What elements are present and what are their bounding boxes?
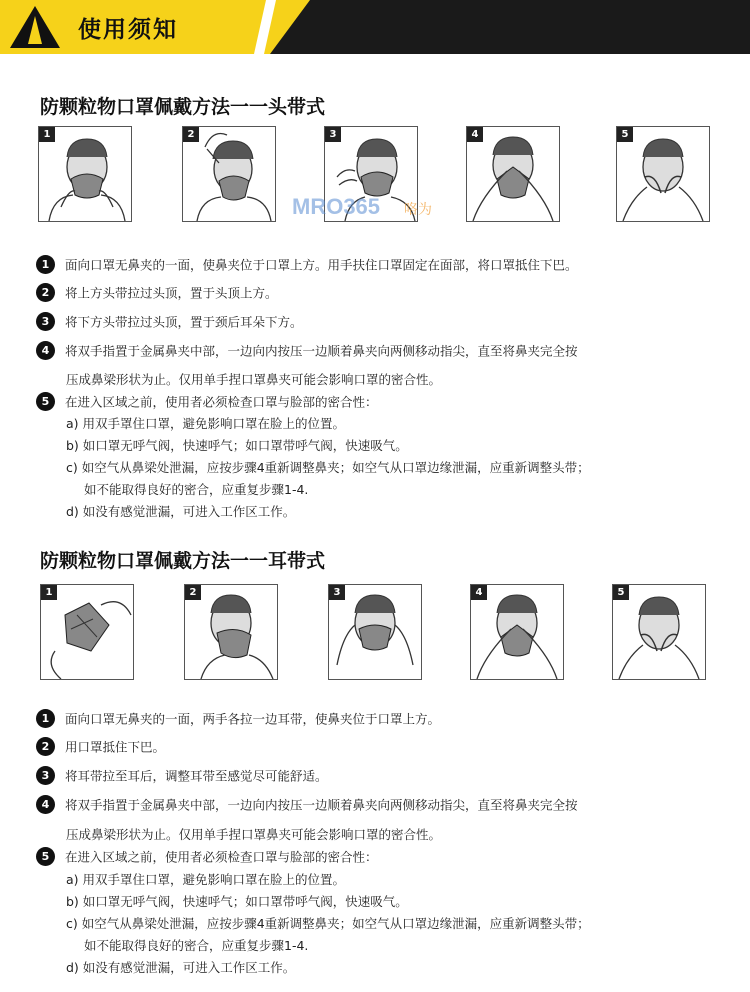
sub-instruction: a) 用双手罩住口罩，避免影响口罩在脸上的位置。 (66, 872, 346, 887)
instruction-step (36, 795, 578, 814)
step-text-continued: 压成鼻梁形状为止。仅用单手捏口罩鼻夹可能会影响口罩的密合性。 (66, 827, 442, 842)
panel-number: 2 (185, 585, 201, 600)
instruction-step (36, 341, 578, 360)
panel-number: 3 (329, 585, 345, 600)
step-text: 面向口罩无鼻夹的一面，使鼻夹位于口罩上方。用手扶住口罩固定在面部，将口罩抵住下巴。 (65, 257, 578, 273)
illustration-panel (466, 126, 560, 222)
sub-instruction: 如不能取得良好的密合，应重复步骤1-4. (84, 482, 309, 497)
panel-number: 1 (39, 127, 55, 142)
step-text: 用口罩抵住下巴。 (65, 739, 166, 755)
step-number-badge: 1 (36, 709, 55, 728)
illustration-panel (612, 584, 706, 680)
instruction-step (36, 283, 278, 302)
face-mask-illustration-icon (613, 585, 705, 679)
panel-number: 3 (325, 127, 341, 142)
instruction-step (36, 312, 303, 331)
section-title-headband: 防颗粒物口罩佩戴方法一一头带式 (40, 96, 326, 118)
panel-number: 4 (467, 127, 483, 142)
sub-instruction: 如不能取得良好的密合，应重复步骤1-4. (84, 938, 309, 953)
instruction-step (36, 737, 165, 756)
instruction-step (36, 709, 440, 728)
sub-instruction: a) 用双手罩住口罩，避免影响口罩在脸上的位置。 (66, 416, 346, 431)
panel-number: 2 (183, 127, 199, 142)
step-number-badge: 1 (36, 255, 55, 274)
illustration-panel (184, 584, 278, 680)
step-text: 将耳带拉至耳后，调整耳带至感觉尽可能舒适。 (65, 768, 328, 784)
sub-instruction: d) 如没有感觉泄漏，可进入工作区工作。 (66, 960, 296, 975)
step-text: 将双手指置于金属鼻夹中部，一边向内按压一边顺着鼻夹向两侧移动指尖，直至将鼻夹完全按 (65, 343, 578, 359)
instruction-step (36, 392, 378, 411)
watermark-suffix: 咯为 (404, 202, 432, 218)
step-number-badge: 4 (36, 341, 55, 360)
step-text: 将下方头带拉过头顶，置于颈后耳朵下方。 (65, 314, 303, 330)
step-number-badge: 4 (36, 795, 55, 814)
sub-instruction: b) 如口罩无呼气阀，快速呼气；如口罩带呼气阀，快速吸气。 (66, 438, 408, 453)
triangle-logo-icon (8, 4, 62, 50)
step-text: 在进入区域之前，使用者必须检查口罩与脸部的密合性： (65, 849, 378, 865)
step-text: 将双手指置于金属鼻夹中部，一边向内按压一边顺着鼻夹向两侧移动指尖，直至将鼻夹完全按 (65, 797, 578, 813)
instruction-step (36, 766, 328, 785)
panel-number: 1 (41, 585, 57, 600)
instruction-step (36, 847, 378, 866)
step-number-badge: 5 (36, 847, 55, 866)
watermark-brand: MRO365 (292, 194, 381, 219)
step-number-badge: 3 (36, 312, 55, 331)
face-mask-illustration-icon (183, 127, 275, 221)
step-text-continued: 压成鼻梁形状为止。仅用单手捏口罩鼻夹可能会影响口罩的密合性。 (66, 372, 442, 387)
illustration-panel (328, 584, 422, 680)
step-number-badge: 2 (36, 737, 55, 756)
illustration-panel (38, 126, 132, 222)
step-number-badge: 3 (36, 766, 55, 785)
step-text: 将上方头带拉过头顶，置于头顶上方。 (65, 285, 278, 301)
face-mask-illustration-icon (39, 127, 131, 221)
panel-number: 5 (613, 585, 629, 600)
step-text: 在进入区域之前，使用者必须检查口罩与脸部的密合性： (65, 394, 378, 410)
sub-instruction: d) 如没有感觉泄漏，可进入工作区工作。 (66, 504, 296, 519)
sub-instruction: b) 如口罩无呼气阀，快速呼气；如口罩带呼气阀，快速吸气。 (66, 894, 408, 909)
face-mask-illustration-icon (185, 585, 277, 679)
header-title: 使用须知 (78, 17, 178, 43)
sub-instruction: c) 如空气从鼻梁处泄漏，应按步骤4重新调整鼻夹；如空气从口罩边缘泄漏，应重新调整头带； (66, 460, 590, 475)
mask-hands-illustration-icon (41, 585, 133, 679)
section-title-earloop: 防颗粒物口罩佩戴方法一一耳带式 (40, 550, 326, 572)
header-black-band (270, 0, 750, 54)
face-mask-illustration-icon (471, 585, 563, 679)
face-mask-illustration-icon (617, 127, 709, 221)
step-number-badge: 2 (36, 283, 55, 302)
illustration-panel (470, 584, 564, 680)
step-number-badge: 5 (36, 392, 55, 411)
face-mask-illustration-icon (467, 127, 559, 221)
panel-number: 5 (617, 127, 633, 142)
header-banner (0, 0, 750, 54)
instruction-step (36, 255, 578, 274)
illustration-panel (616, 126, 710, 222)
sub-instruction: c) 如空气从鼻梁处泄漏，应按步骤4重新调整鼻夹；如空气从口罩边缘泄漏，应重新调整头带； (66, 916, 590, 931)
panel-number: 4 (471, 585, 487, 600)
illustration-panel (182, 126, 276, 222)
illustration-panel (40, 584, 134, 680)
step-text: 面向口罩无鼻夹的一面，两手各拉一边耳带，使鼻夹位于口罩上方。 (65, 711, 441, 727)
face-mask-illustration-icon (329, 585, 421, 679)
